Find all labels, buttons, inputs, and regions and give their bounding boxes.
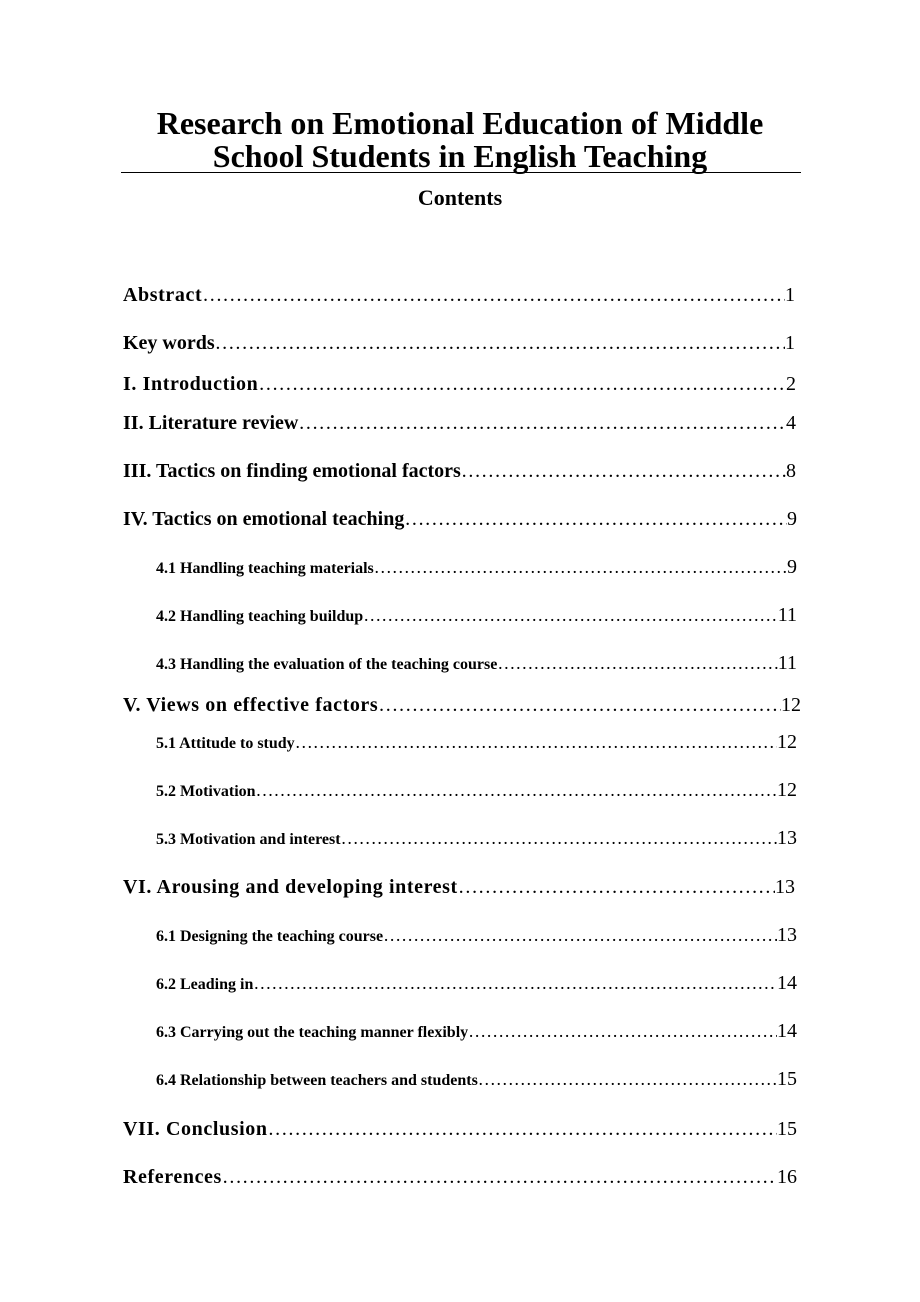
toc-entry-label: Abstract (123, 284, 203, 306)
toc-entry-page: 13 (777, 924, 797, 946)
toc-leader-dots (253, 973, 777, 993)
toc-entry-page: 15 (777, 1068, 797, 1090)
toc-entry-5-3[interactable] (156, 828, 797, 850)
title-divider (121, 172, 801, 173)
toc-entry-label: References (123, 1166, 222, 1188)
toc-entry-page: 14 (777, 972, 797, 994)
toc-entry-page: 1 (785, 332, 795, 354)
toc-entry-5-2[interactable] (156, 780, 797, 802)
contents-heading: Contents (417, 185, 503, 210)
toc-entry-label: 5.3 Motivation and interest (156, 831, 341, 848)
toc-entry-key-words[interactable] (123, 331, 795, 355)
toc-entry-label: 6.1 Designing the teaching course (156, 928, 384, 945)
toc-entry-label: 4.3 Handling the evaluation of the teaching course (156, 656, 498, 673)
toc-leader-dots (404, 507, 787, 531)
toc-leader-dots (258, 372, 786, 396)
toc-entry-page: 8 (786, 460, 796, 482)
toc-entry-label: VI. Arousing and developing interest (123, 876, 458, 898)
toc-leader-dots (383, 925, 777, 945)
toc-entry-page: 9 (787, 508, 797, 530)
toc-entry-page: 12 (777, 779, 797, 801)
toc-leader-dots (374, 557, 787, 577)
document-title-line-1: Research on Emotional Education of Middle (156, 105, 764, 141)
toc-entry-label: I. Introduction (123, 373, 259, 395)
toc-leader-dots (461, 459, 786, 483)
toc-entry-6-1[interactable] (156, 925, 797, 947)
toc-entry-label: 6.3 Carrying out the teaching manner flexibly (156, 1024, 469, 1041)
toc-entry-label: Key words (123, 332, 215, 354)
toc-entry-page: 13 (777, 827, 797, 849)
toc-entry-conclusion[interactable] (123, 1117, 797, 1141)
toc-leader-dots (298, 411, 786, 435)
toc-leader-dots (295, 732, 777, 752)
toc-entry-effective-factors[interactable] (123, 693, 801, 717)
toc-entry-page: 13 (775, 876, 795, 898)
toc-leader-dots (268, 1117, 777, 1141)
toc-entry-label: IV. Tactics on emotional teaching (123, 508, 405, 530)
toc-entry-page: 9 (787, 556, 797, 578)
toc-entry-arousing-interest[interactable] (123, 875, 795, 899)
toc-entry-references[interactable] (123, 1165, 797, 1189)
toc-entry-4-3[interactable] (156, 653, 797, 675)
toc-leader-dots (256, 780, 777, 800)
toc-leader-dots (378, 693, 781, 717)
toc-entry-page: 11 (777, 604, 797, 626)
document-title-line-2: School Students in English Teaching (212, 138, 708, 174)
toc-leader-dots (458, 875, 775, 899)
toc-leader-dots (497, 653, 777, 673)
toc-entry-5-1[interactable] (156, 732, 797, 754)
toc-entry-literature-review[interactable] (123, 411, 796, 435)
toc-entry-label: 4.2 Handling teaching buildup (156, 608, 364, 625)
toc-leader-dots (341, 828, 777, 848)
toc-leader-dots (222, 1165, 777, 1189)
toc-entry-page: 16 (777, 1166, 797, 1188)
toc-entry-emotional-teaching[interactable] (123, 507, 797, 531)
toc-entry-label: V. Views on effective factors (123, 694, 379, 716)
toc-leader-dots (202, 283, 785, 307)
toc-entry-label: VII. Conclusion (123, 1118, 268, 1140)
toc-entry-page: 12 (781, 694, 801, 716)
toc-entry-label: III. Tactics on finding emotional factors (123, 460, 461, 482)
toc-entry-4-1[interactable] (156, 557, 797, 579)
toc-entry-6-3[interactable] (156, 1021, 797, 1043)
toc-leader-dots (468, 1021, 777, 1041)
toc-entry-page: 14 (777, 1020, 797, 1042)
toc-leader-dots (215, 331, 785, 355)
toc-entry-label: 6.2 Leading in (156, 976, 254, 993)
toc-entry-6-2[interactable] (156, 973, 797, 995)
toc-entry-page: 12 (777, 731, 797, 753)
toc-entry-abstract[interactable] (123, 283, 795, 307)
toc-entry-finding-emotional-factors[interactable] (123, 459, 796, 483)
toc-entry-4-2[interactable] (156, 605, 797, 627)
toc-entry-page: 1 (785, 284, 795, 306)
toc-entry-page: 11 (777, 652, 797, 674)
toc-entry-6-4[interactable] (156, 1069, 797, 1091)
toc-entry-label: 6.4 Relationship between teachers and students (156, 1072, 478, 1089)
toc-entry-label: 5.2 Motivation (156, 783, 256, 800)
toc-entry-page: 4 (786, 412, 796, 434)
toc-entry-label: II. Literature review (123, 412, 299, 434)
toc-entry-label: 5.1 Attitude to study (156, 735, 295, 752)
toc-entry-page: 15 (777, 1118, 797, 1140)
toc-entry-label: 4.1 Handling teaching materials (156, 560, 374, 577)
toc-leader-dots (363, 605, 778, 625)
toc-entry-introduction[interactable] (123, 372, 796, 396)
toc-entry-page: 2 (786, 373, 796, 395)
toc-leader-dots (478, 1069, 777, 1089)
